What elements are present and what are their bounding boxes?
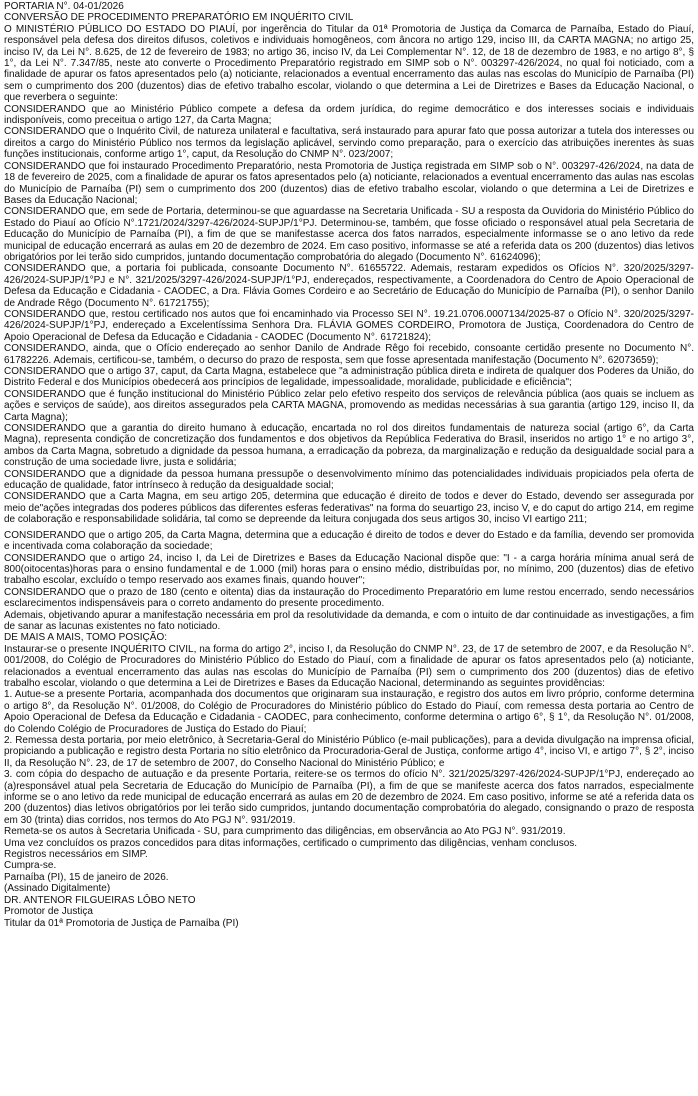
considerando-paragraph: CONSIDERANDO que é função institucional do Ministério Público zelar pelo efetivo respeito dos serviços de relevância pública (aos quais se incluem as ações e serviços de saúde), aos direitos assegurados pela CARTA MAGNA, promovendo as medidas necessárias à sua garantia (artigo 129, inciso II, da Carta Magna); (4, 388, 694, 423)
decision-heading: DE MAIS A MAIS, TOMO POSIÇÃO: (4, 632, 168, 644)
provision-item: 2. Remessa desta portaria, por meio eletrônico, à Secretaria-Geral do Ministério Público (e-mail publicações), para a devida divulgação na imprensa oficial, propiciando a publicação e registro desta Portaria no sítio eletrônico da Procuradoria-Geral de Justiça, conforme artigo 4°, inciso VI, e artigo 7°, § 2°, inciso II, da Resolução N°. 23, de 17 de setembro de 2007, do Conselho Nacional do Ministério Público; e (4, 735, 694, 769)
considerando-paragraph: CONSIDERANDO que o artigo 37, caput, da Carta Magna, estabelece que "a administração pública direta e indireta de qualquer dos Poderes da União, do Distrito Federal e dos Municípios obedecerá aos princípios de legalidade, impessoalidade, moralidade, publicidade e eficiência"; (4, 366, 694, 389)
considerando-paragraph: CONSIDERANDO que foi instaurado Procedimento Preparatório, nesta Promotoria de Justiça registrada em SIMP sob o N°. 003297-426/2024, na data de 18 de fevereiro de 2025, com a finalidade de apurar os fatos apresentados pelo (a) noticiante, relacionados a eventual encerramento das aulas nas escolas do Município de Parnaíba (PI) sem o cumprimento dos 200 (duzentos) dias de efetivo trabalho escolar, violando o que determina a Lei de Diretrizes e Bases da Educação Nacional; (4, 160, 694, 206)
considerando-paragraph: CONSIDERANDO que, em sede de Portaria, determinou-se que aguardasse na Secretaria Unificada - SU a resposta da Ouvidoria do Ministério Público do Estado do Piauí ao Ofício N°.1721/2024/3297-426/2024-SUPJP/1°PJ. Determinou-se, também, que fosse oficiado o responsável atual pela Secretaria de Educação do Município de Parnaíba (PI), a fim de que se manifestasse acerca dos fatos narrados, especialmente informasse se o ano letivo da rede municipal de educação encerrará as aulas em 20 de dezembro de 2024. Em caso positivo, informasse se até a referida data os 200 (duzentos) dias letivos obrigatórios por lei terão sido cumpridos, juntando documentação comprobatória do alegado (Documento N°. 61624096); (4, 206, 694, 263)
considerando-paragraph: CONSIDERANDO que ao Ministério Público compete a defesa da ordem jurídica, do regime democrático e dos interesses sociais e individuais indisponíveis, como preceitua o artigo 127, da Carta Magna; (4, 103, 694, 127)
instauration-paragraph: Instaurar-se o presente INQUÉRITO CIVIL, na forma do artigo 2°, inciso I, da Resolução do CNMP N°. 23, de 17 de setembro de 2007, e da Resolução N°. 001/2008, do Colégio de Procuradores do Ministério Público do Estado do Piauí, com a finalidade de apurar os fatos apresentados pelo (a) noticiante, relacionados a eventual encerramento das aulas nas escolas do Município de Parnaíba (PI) sem o cumprimento dos 200 (duzentos) dias de efetivo trabalho escolar, violando o que determina a Lei de Diretrizes e Bases da Educação Nacional, determinando as seguintes providências: (4, 643, 694, 689)
considerando-paragraph: CONSIDERANDO que a Carta Magna, em seu artigo 205, determina que educação é direito de todos e dever do Estado, devendo ser assegurada por meio de"ações integradas dos poderes públicos das diferentes esferas federativas" na forma do seuartigo 23, inciso V, e do caput do artigo 214, em regime de colaboração e responsabilidade solidária, tal como se depreende da leitura conjugada dos seus artigos 30, inciso VI eartigo 211; (4, 491, 694, 526)
considerando-paragraph: CONSIDERANDO que, restou certificado nos autos que foi encaminhado via Processo SEI N°. 19.21.0706.0007134/2025-87 o Ofício N°. 320/2025/3297-426/2024-SUPJP/1°PJ, endereçado a Excelentíssima Senhora Dra. FLÁVIA GOMES CORDEIRO, Promotora de Justiça, Coordenadora do Centro de Apoio Operacional de Defesa da Educação e Cidadania - CAODEC (Documento N°. 61721824); (4, 308, 694, 343)
instruction-line: Cumpra-se. (4, 860, 57, 872)
instruction-line: Registros necessários em SIMP. (4, 849, 148, 861)
preamble-paragraph: O MINISTÉRIO PÚBLICO DO ESTADO DO PIAUÍ, por ingerência do Titular da 01ª Promotoria de Justiça da Comarca de Parnaíba, Estado do Piauí, responsável pela defesa dos direitos difusos, coletivos e individuais homogêneos, com âncora no artigo 129, inciso III, da CARTA MAGNA; no artigo 25, inciso IV, da Lei N°. 8.625, de 12 de fevereiro de 1983; no artigo 36, inciso IV, da Lei Complementar N°. 12, de 18 de dezembro de 1983, e no artigo 8°, § 1°, da Lei N°. 7.347/85, neste ato converte o Procedimento Preparatório registrado em SIMP sob o N°. 003297-426/2024, no qual foi noticiado, com a finalidade de apurar os fatos apresentados pelo (a) noticiante, relacionados a eventual encerramento das aulas nas escolas do Município de Parnaíba (PI) sem o cumprimento dos 200 (duzentos) dias de efetivo trabalho escolar, violando o que determina a Lei de Diretrizes e Bases da Educação Nacional, o que reverbera o seguinte: (4, 23, 694, 104)
considerando-paragraph: CONSIDERANDO que, a portaria foi publicada, consoante Documento N°. 61655722. Ademais, restaram expedidos os Ofícios N°. 320/2025/3297-426/2024-SUPJP/1°PJ e N°. 321/2025/3297-426/2024-SUPJP/1°PJ, endereçados, respectivamente, a Coordenadora do Centro de Apoio Operacional de Defesa da Educação e Cidadania - CAODEC, a Dra. Flávia Gomes Cordeiro e ao Secretário de Educação do Município de Parnaíba (PI), o senhor Danilo de Andrade Rêgo (Documento N°. 61721755); (4, 263, 694, 309)
considerando-paragraph: CONSIDERANDO que o prazo de 180 (cento e oitenta) dias da instauração do Procedimento Preparatório em lume restou encerrado, sendo necessários esclarecimentos indispensáveis para o correto andamento do presente procedimento. (4, 586, 694, 610)
place-date: Parnaíba (PI), 15 de janeiro de 2026. (4, 871, 169, 883)
document-number: PORTARIA N°. 04-01/2026 (4, 1, 124, 12)
considerando-paragraph: CONSIDERANDO que a dignidade da pessoa humana pressupõe o desenvolvimento mínimo das potencialidades individuais propiciados pela oferta de educação de qualidade, fator intrínseco à redução da desigualdade social; (4, 468, 694, 492)
considerando-paragraph: CONSIDERANDO que o artigo 205, da Carta Magna, determina que a educação é direito de todos e dever do Estado e da família, devendo ser promovida e incentivada coma colaboração da sociedade; (4, 529, 694, 553)
digital-signature-note: (Assinado Digitalmente) (4, 883, 111, 895)
signatory-role: Promotor de Justiça (4, 906, 93, 918)
considerando-paragraph: CONSIDERANDO que o artigo 24, inciso I, da Lei de Diretrizes e Bases da Educação Nacional dispõe que: "I - a carga horária mínima anual será de 800(oitocentas)horas para o ensino fundamental e de 1.000 (mil) horas para o ensino médio, distribuídas por, no mínimo, 200 (duzentos) dias de efetivo trabalho escolar, excluído o tempo reservado aos exames finais, quando houver"; (4, 552, 694, 587)
signatory-office: Titular da 01ª Promotoria de Justiça de Parnaíba (PI) (4, 917, 239, 929)
considerando-paragraph: CONSIDERANDO, ainda, que o Ofício endereçado ao senhor Danilo de Andrade Rêgo foi recebido, consoante certidão presente no Documento N°. 61782226. Ademais, certificou-se, também, o decurso do prazo de resposta, sem que fosse apresentada manifestação (Documento N°. 62073659); (4, 343, 694, 366)
document-title: CONVERSÃO DE PROCEDIMENTO PREPARATÓRIO EM INQUÉRITO CIVIL (4, 12, 354, 24)
instruction-line: Uma vez concluídos os prazos concedidos para ditas informações, certificado o cumprimento das diligências, venham conclusos. (4, 837, 578, 849)
signatory-name: DR. ANTENOR FILGUEIRAS LÔBO NETO (4, 894, 196, 906)
instruction-line: Remeta-se os autos à Secretaria Unificada - SU, para cumprimento das diligências, em observância ao Ato PGJ N°. 931/2019. (4, 826, 566, 838)
provision-item: 1. Autue-se a presente Portaria, acompanhada dos documentos que originaram sua instauração, e registro dos autos em livro próprio, conforme determina o artigo 8°, da Resolução N°. 01/2008, do Colégio de Procuradores do Ministério público do Estado do Piauí, com remessa desta portaria ao Centro de Apoio Operacional de Defesa da Educação e Cidadania - CAODEC, para conhecimento, conforme determina o artigo 6°, § 1°, da Resolução N°. 01/2008, do Colendo Colégio de Procuradores de Justiça do Estado do Piauí; (4, 689, 694, 735)
provision-item: 3. com cópia do despacho de autuação e da presente Portaria, reitere-se os termos do ofício N°. 321/2025/3297-426/2024-SUPJP/1°PJ, endereçado ao (a)responsável atual pela Secretaria de Educação do Município de Parnaíba (PI), a fim de que se manifeste acerca dos fatos narrados, especialmente informe se o ano letivo da rede municipal de educação encerrará as aulas em 20 de dezembro de 2024. Em caso positivo, informe se até a referida data os 200 (duzentos) dias letivos obrigatórios por lei terão sido cumpridos, juntando documentação comprobatória do alegado, consignando o prazo de resposta em 30 (trinta) dias corridos, nos termos do Ato PGJ N°. 931/2019. (4, 769, 694, 826)
considerando-paragraph: CONSIDERANDO que o Inquérito Civil, de natureza unilateral e facultativa, será instaurado para apurar fato que possa autorizar a tutela dos interesses ou direitos a cargo do Ministério Público nos termos da legislação aplicável, servindo como preparação, para o exercício das atribuições inerentes às suas funções institucionais, conforme artigo 1°, caput, da Resolução do CNMP N°. 023/2007; (4, 126, 694, 161)
considerando-paragraph: CONSIDERANDO que a garantia do direito humano à educação, encartada no rol dos direitos fundamentais de natureza social (artigo 6°, da Carta Magna), representa condição de concretização dos fundamentos e dos objetivos da República Federativa do Brasil, inseridos no artigo 1° e no artigo 3°, ambos da Carta Magna, sobretudo a dignidade da pessoa humana, a erradicação da pobreza, da marginalização e redução da desigualdade social para a construção de uma sociedade livre, justa e solidária; (4, 423, 694, 469)
closing-paragraph: Ademais, objetivando apurar a manifestação necessária em prol da resolutividade da demanda, e com o intuito de dar continuidade as investigações, a fim de sanar as lacunas existentes no fato noticiado. (4, 609, 694, 632)
